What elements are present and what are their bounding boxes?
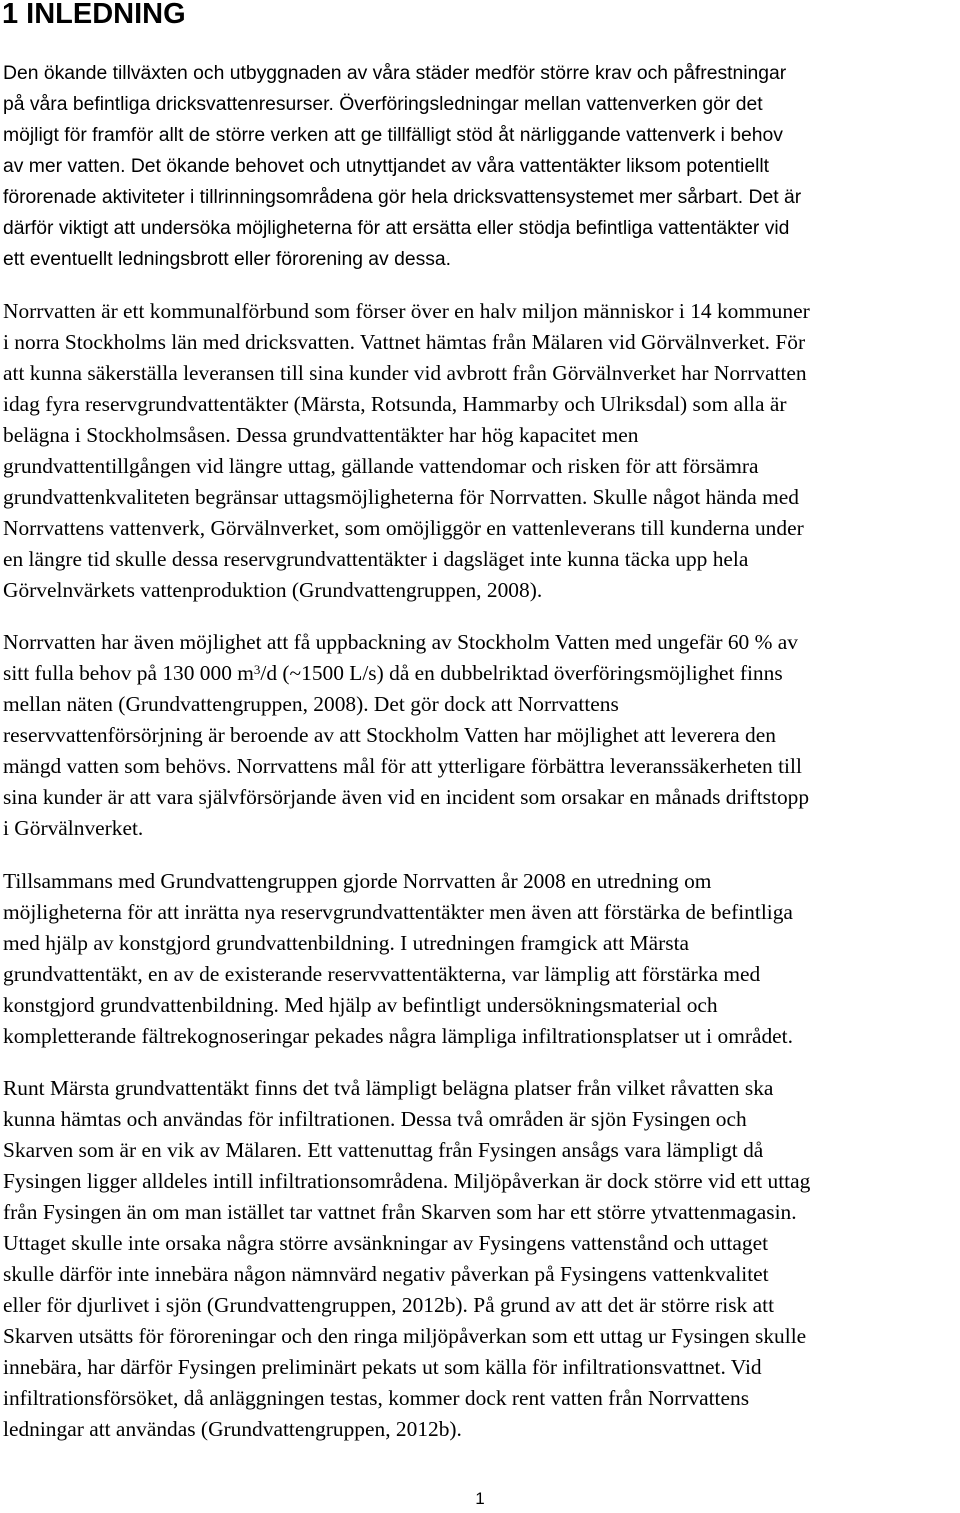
text-line: Norrvatten är ett kommunalförbund som förser över en halv miljon människor i 14 kommuner xyxy=(3,299,810,323)
text-line: i Görvälnverket. xyxy=(3,816,144,840)
text-line: mellan näten (Grundvattengruppen, 2008). Det gör dock att Norrvattens xyxy=(3,692,619,716)
text-line: mängd vatten som behövs. Norrvattens mål för att ytterligare förbättra leveranssäkerheten till xyxy=(3,754,802,778)
text-line: Den ökande tillväxten och utbyggnaden av våra städer medför större krav och påfrestningar xyxy=(3,62,787,84)
text-line: grundvattentäkt, en av de existerande reservvattentäkterna, var lämplig att förstärka med xyxy=(3,962,761,986)
text-line: grundvattentillgången vid längre uttag, gällande vattendomar och risken för att försämra xyxy=(3,454,759,478)
text-line: Skarven utsätts för föroreningar och den ringa miljöpåverkan som ett uttag ur Fysingen skulle xyxy=(3,1324,807,1348)
text-line: grundvattenkvaliteten begränsar uttagsmöjligheterna för Norrvatten. Skulle något hända med xyxy=(3,485,799,509)
section-heading: 1 INLEDNING xyxy=(2,0,186,30)
paragraph-norrvatten xyxy=(3,296,960,606)
text-line: Görvelnvärkets vattenproduktion (Grundvattengruppen, 2008). xyxy=(3,578,543,602)
text-line: Runt Märsta grundvattentäkt finns det två lämpligt belägna platser från vilket råvatten ska xyxy=(3,1076,774,1100)
paragraph-infiltration-sites xyxy=(3,1073,960,1445)
text-line: infiltrationsförsöket, då anläggningen testas, kommer dock rent vatten från Norrvattens xyxy=(3,1386,750,1410)
text-line: innebära, har därför Fysingen preliminärt pekats ut som källa för infiltrationsvattnet. Vid xyxy=(3,1355,762,1379)
page-number: 1 xyxy=(475,1489,485,1508)
text-line-with-superscript xyxy=(3,658,960,689)
text-line: förorenade aktiviteter i tillrinningsområdena gör hela dricksvattensystemet mer sårbart. Det är xyxy=(3,186,802,208)
text-line: ett eventuellt ledningsbrott eller förorening av dessa. xyxy=(3,248,452,270)
text-line: med hjälp av konstgjord grundvattenbildning. I utredningen framgick att Märsta xyxy=(3,931,690,955)
text-line: Fysingen ligger alldeles intill infiltrationsområdena. Miljöpåverkan är dock större vid ett uttag xyxy=(3,1169,811,1193)
text-line: kompletterande fältrekognoseringar pekades några lämpliga infiltrationsplatser ut i området. xyxy=(3,1024,793,1048)
text-line: Uttaget skulle inte orsaka några större avsänkningar av Fysingens vattenstånd och uttaget xyxy=(3,1231,769,1255)
text-line: därför viktigt att undersöka möjligheterna för att ersätta eller stödja befintliga vattentäkter vid xyxy=(3,217,790,239)
text-line: från Fysingen än om man istället tar vattnet från Skarven som har ett större ytvattenmagasin. xyxy=(3,1200,797,1224)
text-line: möjligheterna för att inrätta nya reservgrundvattentäkter men även att förstärka de befintliga xyxy=(3,900,793,924)
text-line: kunna hämtas och användas för infiltrationen. Dessa två områden är sjön Fysingen och xyxy=(3,1107,747,1131)
paragraph-investigation xyxy=(3,866,960,1052)
text-line: av mer vatten. Det ökande behovet och utnyttjandet av våra vattentäkter liksom potentiellt xyxy=(3,155,770,177)
text-line: konstgjord grundvattenbildning. Med hjälp av befintligt undersökningsmaterial och xyxy=(3,993,718,1017)
text-line: i norra Stockholms län med dricksvatten. Vattnet hämtas från Mälaren vid Görvälnverket. För xyxy=(3,330,806,354)
paragraph-intro xyxy=(3,58,960,275)
text-line: ledningar att användas (Grundvattengruppen, 2012b). xyxy=(3,1417,462,1441)
text-line: sina kunder är att vara självförsörjande även vid en incident som orsakar en månads driftstopp xyxy=(3,785,810,809)
text-line: idag fyra reservgrundvattentäkter (Märsta, Rotsunda, Hammarby och Ulriksdal) som alla är xyxy=(3,392,787,416)
text-line: reservvattenförsörjning är beroende av att Stockholm Vatten har möjlighet att leverera den xyxy=(3,723,776,747)
text-segment: /d (~1500 L/s) då en dubbelriktad överföringsmöjlighet finns xyxy=(260,661,783,685)
text-line: eller för djurlivet i sjön (Grundvattengruppen, 2012b). På grund av att det är större risk att xyxy=(3,1293,775,1317)
text-line: Norrvatten har även möjlighet att få uppbackning av Stockholm Vatten med ungefär 60 % av xyxy=(3,630,798,654)
superscript: 3 xyxy=(253,662,261,678)
text-line: att kunna säkerställa leveransen till sina kunder vid avbrott från Görvälnverket har Norrvatten xyxy=(3,361,807,385)
text-line: Norrvattens vattenverk, Görvälnverket, som omöjliggör en vattenleverans till kunderna under xyxy=(3,516,804,540)
text-line: Tillsammans med Grundvattengruppen gjorde Norrvatten år 2008 en utredning om xyxy=(3,869,712,893)
text-segment: sitt fulla behov på 130 000 m xyxy=(3,661,254,685)
text-line: belägna i Stockholmsåsen. Dessa grundvattentäkter har hög kapacitet men xyxy=(3,423,639,447)
text-line: en längre tid skulle dessa reservgrundvattentäkter i dagsläget inte kunna täcka upp hela xyxy=(3,547,749,571)
text-line: skulle därför inte innebära någon nämnvärd negativ påverkan på Fysingens vattenkvalitet xyxy=(3,1262,769,1286)
paragraph-backup-supply xyxy=(3,627,960,844)
text-line: på våra befintliga dricksvattenresurser. Överföringsledningar mellan vattenverken gör det xyxy=(3,93,763,115)
text-line: Skarven som är en vik av Mälaren. Ett vattenuttag från Fysingen ansågs vara lämpligt då xyxy=(3,1138,764,1162)
text-line: möjligt för framför allt de större verken att ge tillfälligt stöd åt närliggande vattenverk i behov xyxy=(3,124,783,146)
